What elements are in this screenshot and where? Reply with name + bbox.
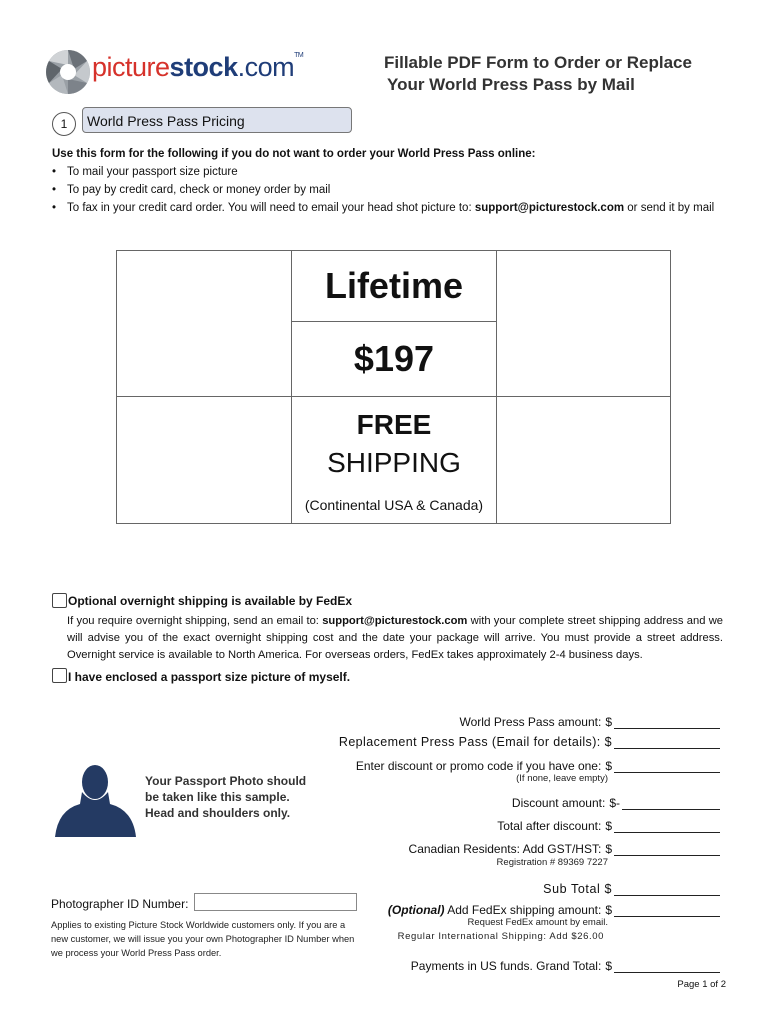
- form-title-line1: Fillable PDF Form to Order or Replace: [384, 53, 692, 72]
- canadian-tax-field[interactable]: [614, 843, 720, 856]
- discount-code-field[interactable]: [614, 760, 720, 773]
- canadian-tax-row: Canadian Residents: Add GST/HST: $: [409, 842, 720, 856]
- intro-bullet-list: [52, 163, 742, 217]
- grand-total-field[interactable]: [614, 960, 720, 973]
- intro-block: [52, 145, 742, 217]
- discount-code-row: Enter discount or promo code if you have one: $: [356, 759, 720, 773]
- section-title: World Press Pass Pricing: [82, 107, 352, 133]
- grand-total-row: Payments in US funds. Grand Total: $: [411, 959, 720, 973]
- intl-shipping-note: Regular International Shipping: Add $26.00: [397, 931, 604, 942]
- form-title-line2: Your World Press Pass by Mail: [387, 75, 635, 94]
- replacement-amount-field[interactable]: [614, 736, 720, 749]
- passport-photo-caption: Your Passport Photo should be taken like this sample. Head and shoulders only.: [145, 774, 307, 820]
- form-title: [384, 52, 692, 96]
- overnight-email: support@picturestock.com: [322, 615, 468, 627]
- fedex-amount-field[interactable]: [614, 904, 720, 917]
- fedex-note: Request FedEx amount by email.: [467, 917, 608, 928]
- overnight-shipping-checkbox[interactable]: [52, 593, 67, 608]
- photographer-id-label: Photographer ID Number:: [51, 897, 189, 911]
- discount-amount-field[interactable]: [622, 797, 720, 810]
- fedex-row: (Optional) Add FedEx shipping amount: $: [388, 903, 720, 917]
- wpp-amount-field[interactable]: [614, 716, 720, 729]
- photographer-id-input[interactable]: [194, 893, 357, 911]
- intro-bullet: • To pay by credit card, check or money order by mail: [52, 181, 742, 199]
- subtotal-field[interactable]: [614, 883, 720, 896]
- intro-bullet-fax: • To fax in your credit card order. You will need to email your head shot picture to: support@picturestock.com or send it by mail: [52, 199, 742, 217]
- pricing-empty-cell: [496, 397, 670, 524]
- pricing-plan: Lifetime: [292, 251, 496, 322]
- registration-number: Registration # 89369 7227: [496, 857, 608, 868]
- pricing-table: [116, 250, 671, 524]
- pricing-empty-cell: [496, 251, 670, 397]
- pricing-price: $197: [292, 322, 496, 397]
- section-number-badge: 1: [52, 112, 76, 136]
- after-discount-field[interactable]: [614, 820, 720, 833]
- enclosed-picture-checkbox[interactable]: [52, 668, 67, 683]
- pricing-shipping-cell: [292, 397, 496, 524]
- wpp-amount-row: World Press Pass amount: $: [459, 715, 720, 729]
- subtotal-row: Sub Total $: [543, 882, 720, 896]
- pricing-empty-cell: [117, 251, 292, 397]
- discount-code-note: (If none, leave empty): [516, 773, 608, 784]
- discount-amount-row: Discount amount: $ -: [512, 796, 720, 810]
- logo-wordmark: picturestock.com™: [92, 52, 304, 82]
- intro-bullet: • To mail your passport size picture: [52, 163, 742, 181]
- pricing-free: FREE: [356, 409, 432, 440]
- page-number: Page 1 of 2: [677, 979, 726, 990]
- overnight-shipping-label: Optional overnight shipping is available by FedEx: [68, 594, 353, 608]
- pricing-region: (Continental USA & Canada): [304, 497, 484, 513]
- enclosed-picture-label: I have enclosed a passport size picture of myself.: [68, 670, 351, 684]
- support-email: support@picturestock.com: [474, 202, 625, 214]
- pricing-shipping: SHIPPING: [327, 447, 461, 478]
- after-discount-row: Total after discount: $: [497, 819, 720, 833]
- passport-photo-silhouette-icon: [53, 752, 138, 837]
- replacement-row: Replacement Press Pass (Email for details): $: [339, 735, 720, 749]
- overnight-shipping-details: If you require overnight shipping, send an email to: support@picturestock.com with your complete street shipping address and we will advise you of the exact overnight shipping cost and the date your package will arrive. You must provide a street address. Overnight service is available to North America. For overseas orders, FedEx takes approximately 2-4 business days.: [67, 615, 723, 661]
- intro-heading: Use this form for the following if you do not want to order your World Press Pass online:: [52, 148, 536, 160]
- pricing-empty-cell: [117, 397, 292, 524]
- photographer-id-note: Applies to existing Picture Stock Worldwide customers only. If you are a new customer, we will issue you your own Photographer ID Number when we process your World Press Pass order.: [51, 920, 355, 958]
